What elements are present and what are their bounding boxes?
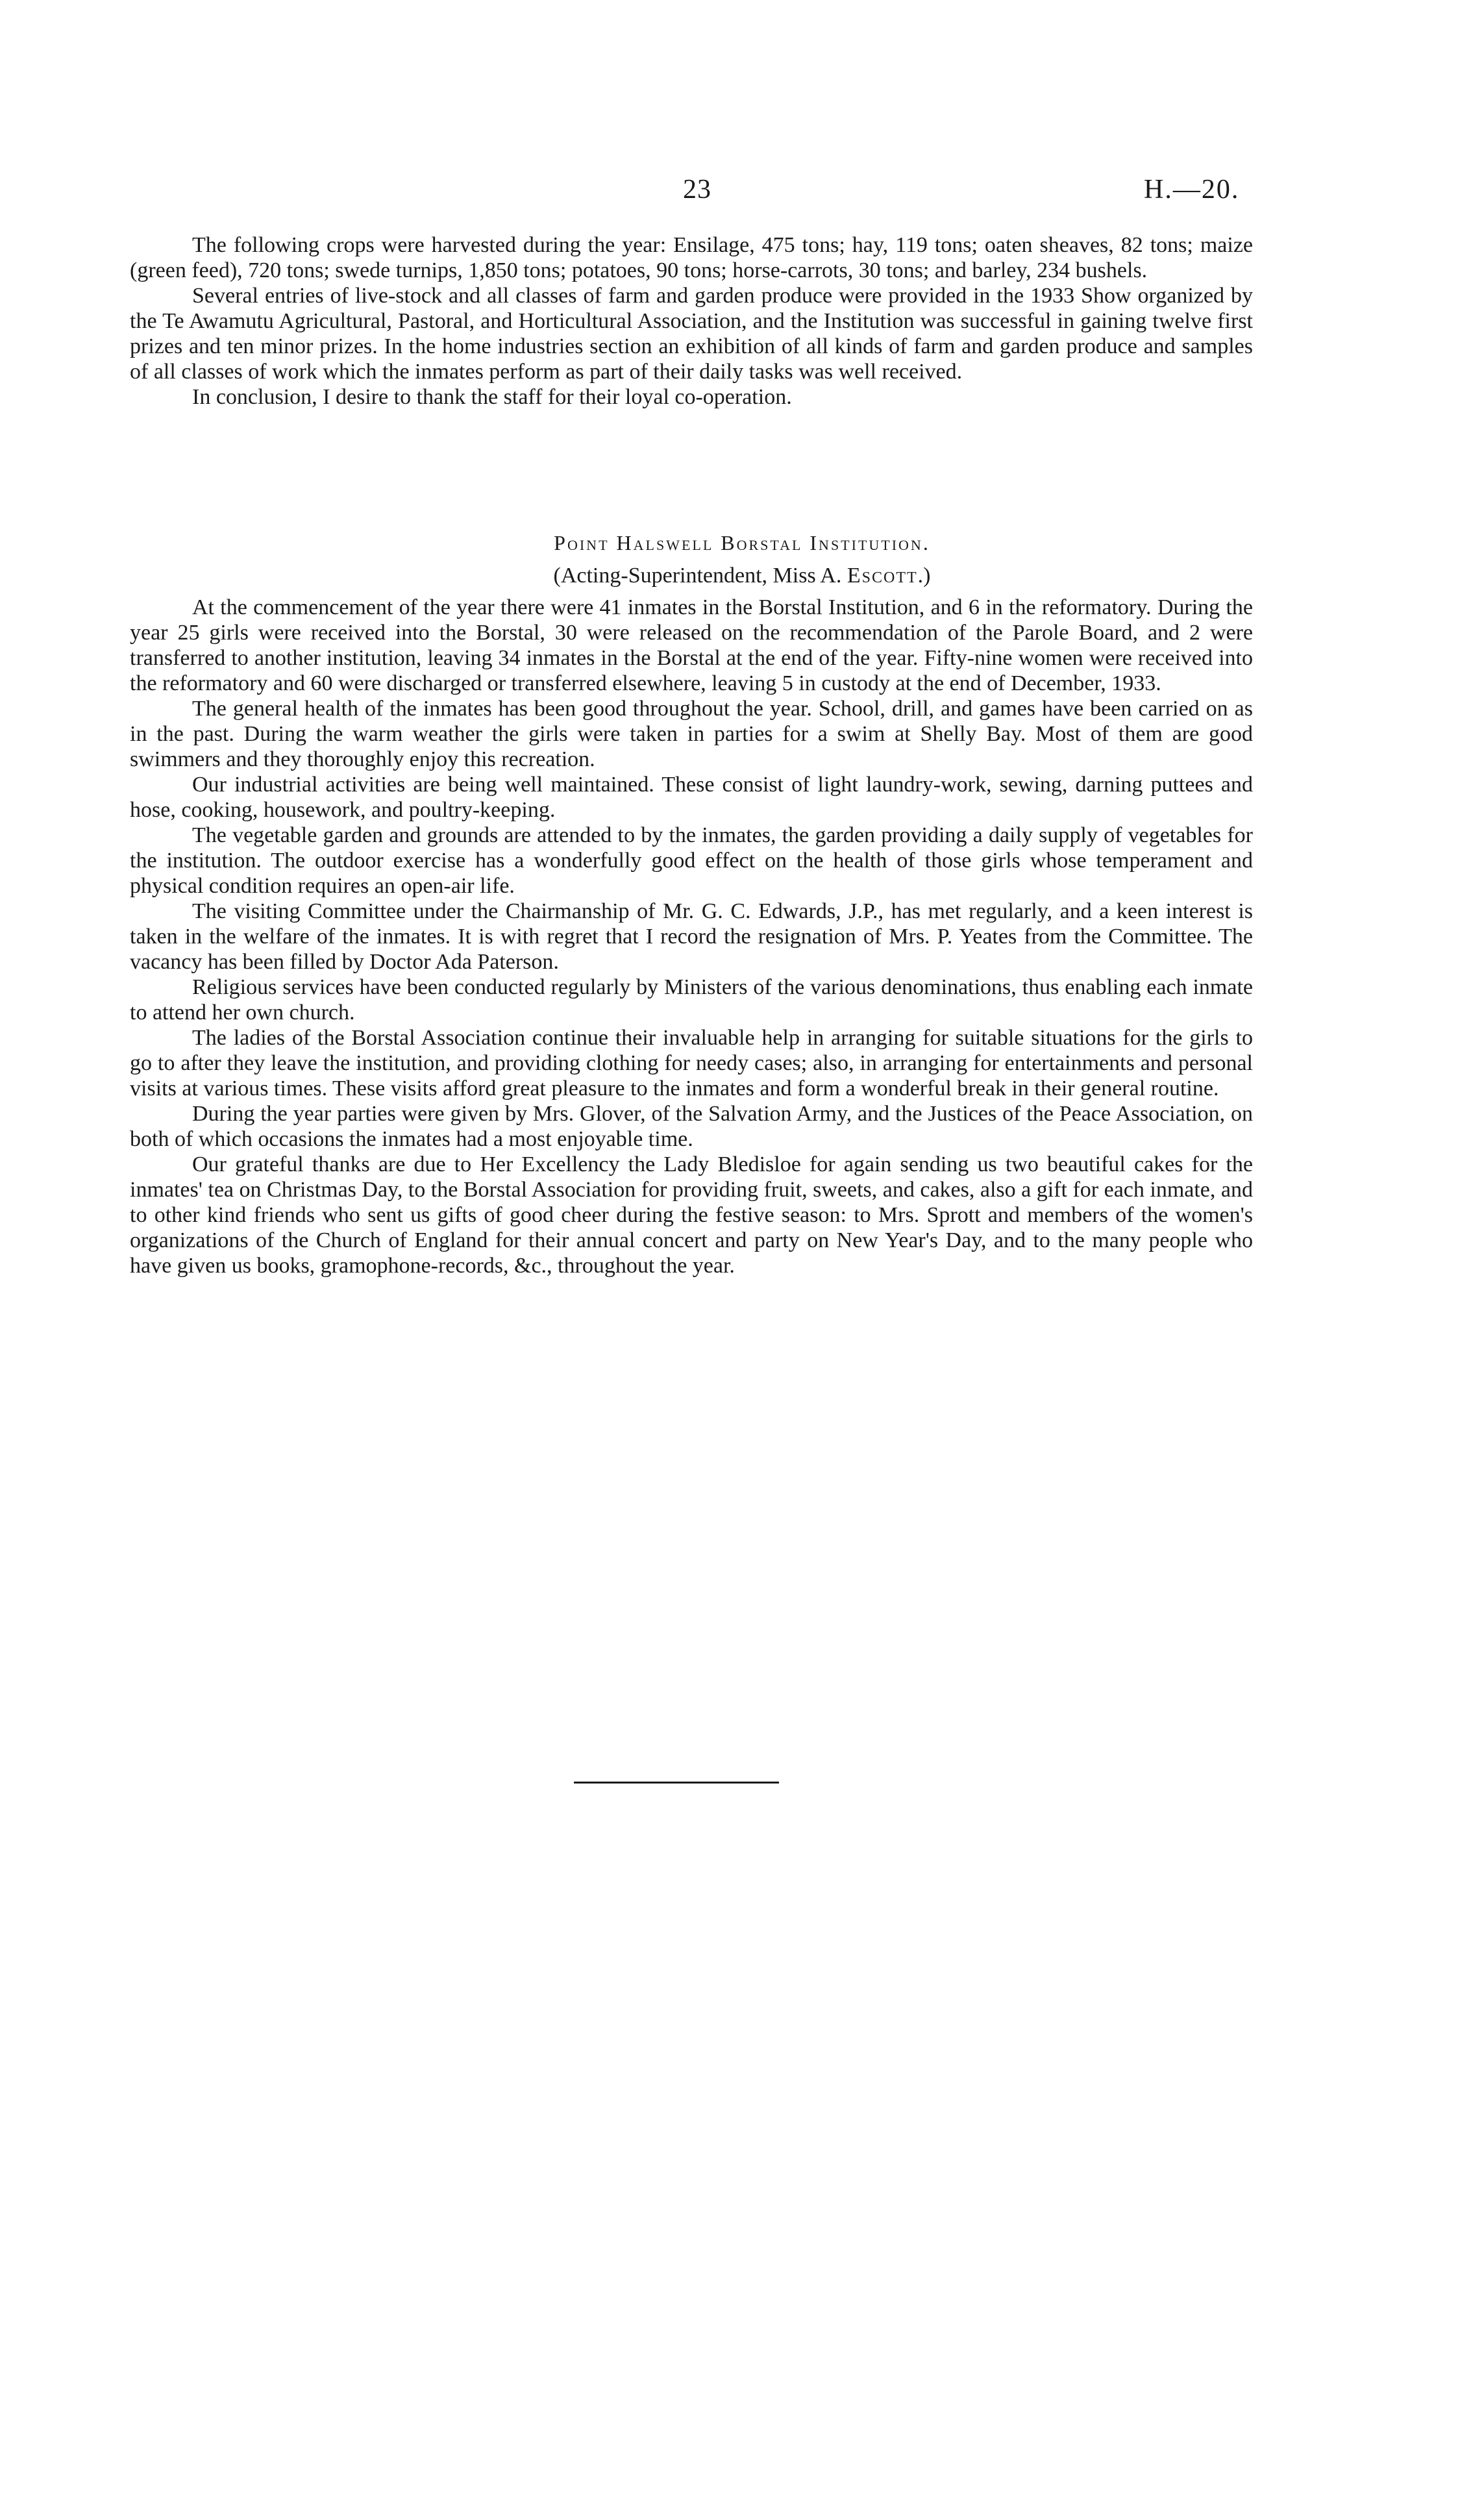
end-rule-divider: [574, 1782, 779, 1784]
document-code: H.—20.: [1144, 175, 1240, 205]
paragraph-parties: During the year parties were given by Mrs. Glover, of the Salvation Army, and the Justices of the Peace Association, on both of which occasions the inmates had a most enjoyable time.: [130, 1102, 1253, 1151]
paragraph-health: The general health of the inmates has been good throughout the year. School, drill, and games have been carried on as in the past. During the warm weather the girls were taken in parties for a swim at Shelly Bay. Most of them are good swimmers and they thoroughly enjoy this recreation.: [130, 697, 1253, 771]
paragraph-thanks: Our grateful thanks are due to Her Excellency the Lady Bledisloe for again sending us two beautiful cakes for the inmates' tea on Christmas Day, to the Borstal Association for providing fruit, sweets, and cakes, also a gift for each inmate, and to other kind friends who sent us gifts of good cheer during the festive season: to Mrs. Sprott and members of the women's organizations of the Church of England for their annual concert and party on New Year's Day, and to the many people who have given us books, gramophone-records, &c., throughout the year.: [130, 1152, 1253, 1278]
paragraph-conclusion: In conclusion, I desire to thank the staff for their loyal co-operation.: [192, 385, 792, 409]
subheading-prefix: (Acting-Superintendent, Miss A.: [553, 564, 847, 588]
section-subheading: [0, 564, 1484, 588]
borstal-report-text: [130, 595, 1253, 1278]
paragraph-association: The ladies of the Borstal Association continue their invaluable help in arranging for suitable situations for the girls to go to after they leave the institution, and providing clothing for needy cases; also, in arranging for entertainments and personal visits at various times. These visits afford great pleasure to the inmates and form a wonderful break in their general routine.: [130, 1026, 1253, 1100]
paragraph-garden: The vegetable garden and grounds are attended to by the inmates, the garden providing a daily supply of vegetables for the institution. The outdoor exercise has a wonderfully good effect on the health of those girls whose temperament and physical condition requires an open-air life.: [130, 823, 1253, 898]
superintendent-name: Escott: [847, 564, 918, 588]
paragraph-committee: The visiting Committee under the Chairmanship of Mr. G. C. Edwards, J.P., has met regularly, and a keen interest is taken in the welfare of the inmates. It is with regret that I record the resignation of Mrs. P. Yeates from the Committee. The vacancy has been filled by Doctor Ada Paterson.: [130, 899, 1253, 974]
paragraph-religious: Religious services have been conducted regularly by Ministers of the various denominations, thus enabling each inmate to attend her own church.: [130, 975, 1253, 1025]
paragraph-inmate-numbers: At the commencement of the year there were 41 inmates in the Borstal Institution, and 6 in the reformatory. During the year 25 girls were received into the Borstal, 30 were released on the recommendation of the Parole Board, and 2 were transferred to another institution, leaving 34 inmates in the Borstal at the end of the year. Fifty-nine women were received into the reformatory and 60 were discharged or transferred elsewhere, leaving 5 in custody at the end of December, 1933.: [130, 595, 1253, 695]
subheading-suffix: .): [917, 564, 931, 588]
paragraph-crops: The following crops were harvested during the year: Ensilage, 475 tons; hay, 119 tons; oaten sheaves, 82 tons; maize (green feed), 720 tons; swede turnips, 1,850 tons; potatoes, 90 tons; horse-carrots, 30 tons; and barley, 234 bushels.: [130, 233, 1253, 282]
paragraph-industrial: Our industrial activities are being well maintained. These consist of light laundry-work, sewing, darning puttees and hose, cooking, housework, and poultry-keeping.: [130, 773, 1253, 822]
page-number: 23: [683, 175, 711, 205]
farm-report-text: [130, 232, 1253, 410]
section-heading: Point Halswell Borstal Institution.: [554, 531, 930, 554]
paragraph-show-entries: Several entries of live-stock and all classes of farm and garden produce were provided in the 1933 Show organized by the Te Awamutu Agricultural, Pastoral, and Horticultural Association, and the Institution was successful in gaining twelve first prizes and ten minor prizes. In the home industries section an exhibition of all kinds of farm and garden produce and samples of all classes of work which the inmates perform as part of their daily tasks was well received.: [130, 284, 1253, 384]
